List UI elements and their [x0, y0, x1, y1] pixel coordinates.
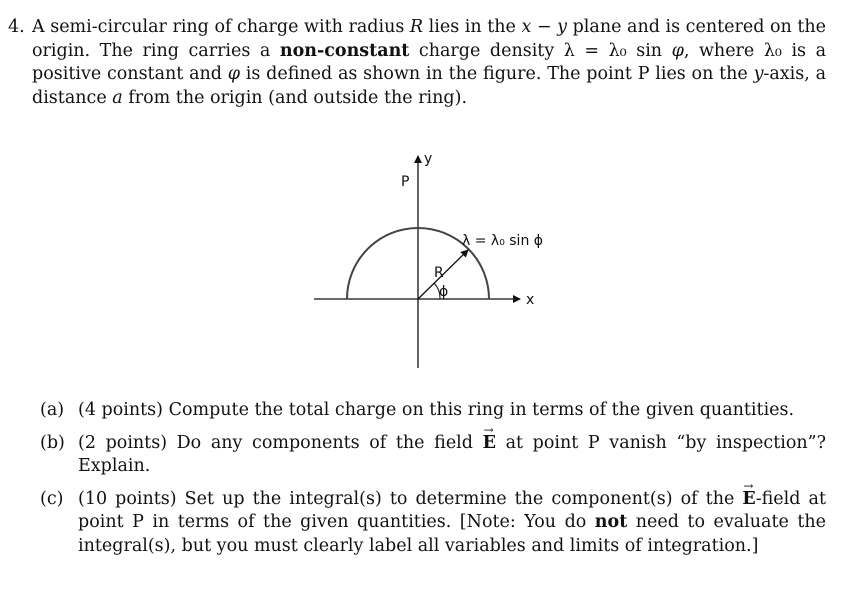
- part-points: (4 points): [78, 400, 163, 420]
- part-label: (c): [40, 488, 64, 509]
- text-run: from the origin (and outside the ring).: [122, 87, 468, 108]
- problem-number: 4.: [8, 17, 25, 37]
- vector-e: → E: [483, 432, 496, 456]
- problem-text: [32, 16, 826, 110]
- part-c: [40, 488, 826, 559]
- emphasis-non-constant: non-constant: [279, 40, 410, 61]
- part-label: (a): [40, 400, 65, 420]
- var-R: R: [409, 17, 424, 37]
- text-run: plane and is centered on the origin. The ring carries a: [32, 17, 827, 61]
- ring-diagram: [300, 150, 580, 375]
- text-run: -axis, a distance: [32, 64, 827, 108]
- density-formula: λ = λ₀ sin: [563, 40, 672, 61]
- ring-figure: [300, 150, 580, 375]
- x-axis-label: x: [526, 292, 535, 308]
- var-a: a: [112, 87, 123, 108]
- var-y: y: [753, 64, 764, 84]
- part-points: (10 points): [78, 488, 177, 509]
- angle-label: ϕ: [439, 284, 449, 300]
- y-axis-label: y: [424, 151, 433, 167]
- part-points: (2 points): [78, 432, 168, 453]
- text-run: , where λ₀ is a positive constant and: [32, 40, 826, 84]
- vector-e: → E: [742, 488, 755, 512]
- density-label: λ = λ₀ sin ϕ: [462, 233, 544, 249]
- var-phi: φ: [227, 64, 241, 84]
- part-text: -field at point P in terms of the given quantities. [Note: You do: [78, 488, 826, 532]
- radius-label: R: [434, 265, 444, 281]
- text-run: charge density: [409, 40, 564, 61]
- var-x: x: [521, 17, 532, 37]
- emphasis-not: not: [594, 512, 628, 532]
- text-run: is defined as shown in the figure. The point P lies on the: [240, 64, 754, 84]
- part-text: Compute the total charge on this ring in terms of the given quantities.: [168, 400, 795, 420]
- part-text: at point P vanish “by inspection”? Explain.: [78, 432, 826, 476]
- problem-statement: [8, 16, 826, 110]
- text-run: lies in the: [423, 17, 522, 37]
- point-p-label: P: [401, 174, 410, 190]
- text-run: A semi-circular ring of charge with radius: [32, 17, 410, 37]
- part-text: need to evaluate the integral(s), but you must clearly label all variables and limits of integration.]: [78, 512, 826, 556]
- part-label: (b): [40, 432, 65, 453]
- part-text: Set up the integral(s) to determine the component(s) of the: [184, 488, 743, 509]
- part-b: [40, 432, 826, 479]
- part-text: Do any components of the field: [176, 432, 483, 453]
- part-a: [40, 399, 826, 423]
- subquestions: [40, 399, 826, 567]
- text-run: −: [531, 17, 558, 37]
- var-phi: φ: [671, 40, 684, 61]
- var-y: y: [557, 17, 568, 37]
